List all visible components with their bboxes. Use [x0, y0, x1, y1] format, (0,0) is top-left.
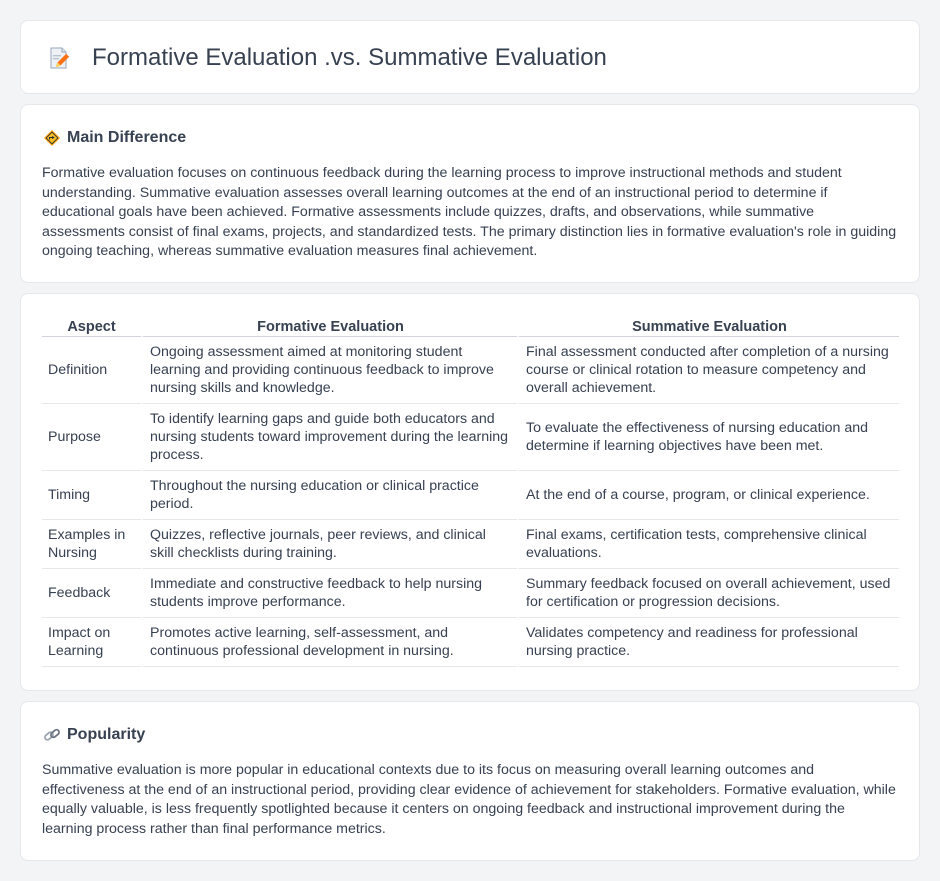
- main-difference-text: Formative evaluation focuses on continuous feedback during the learning process to improve instructional methods and student understanding. Summative evaluation assesses overall learning outcomes at the end of an instructional period to determine if educational goals have been achieved. Formative assessments include quizzes, drafts, and observations, while summative assessments consist of final exams, projects, and standardized tests. The primary distinction lies in formative evaluation's role in guiding ongoing teaching, whereas summative evaluation measures final achievement.: [42, 165, 897, 259]
- main-difference-section: [20, 104, 920, 283]
- formative-cell: Immediate and constructive feedback to help nursing students improve performance.: [141, 569, 517, 618]
- summative-cell: To evaluate the effectiveness of nursing education and determine if learning objectives have been met.: [517, 404, 899, 471]
- summative-cell: Final assessment conducted after completion of a nursing course or clinical rotation to measure competency and overall achievement.: [517, 337, 899, 404]
- formative-cell: Throughout the nursing education or clinical practice period.: [141, 471, 517, 520]
- title-card: [20, 20, 920, 94]
- aspect-cell: Examples in Nursing: [42, 520, 141, 569]
- formative-cell: Promotes active learning, self-assessment, and continuous professional development in nursing.: [141, 618, 517, 667]
- popularity-text: Summative evaluation is more popular in educational contexts due to its focus on measuring overall learning outcomes and effectiveness at the end of an instructional period, providing clear evidence of achievement for stakeholders. Formative evaluation, while equally valuable, is less frequently spotlighted because it centers on ongoing feedback and instructional improvement during the learning process rather than final performance metrics.: [42, 762, 896, 837]
- link-icon: [43, 726, 61, 744]
- comparison-table-card: [20, 293, 920, 691]
- header-summative: Summative Evaluation: [517, 315, 899, 337]
- diamond-sign-icon: [43, 129, 61, 147]
- table-row: [42, 618, 899, 667]
- summative-cell: Validates competency and readiness for professional nursing practice.: [517, 618, 899, 667]
- comparison-table: [42, 315, 899, 667]
- header-formative: Formative Evaluation: [141, 315, 517, 337]
- aspect-cell: Feedback: [42, 569, 141, 618]
- table-row: [42, 520, 899, 569]
- aspect-cell: Impact on Learning: [42, 618, 141, 667]
- table-row: [42, 471, 899, 520]
- table-header-row: [42, 315, 899, 337]
- document-pencil-icon: [47, 46, 71, 70]
- table-row: [42, 404, 899, 471]
- summative-cell: Summary feedback focused on overall achievement, used for certification or progression decisions.: [517, 569, 899, 618]
- main-difference-heading: Main Difference: [67, 129, 187, 146]
- aspect-cell: Purpose: [42, 404, 141, 471]
- table-row: [42, 337, 899, 404]
- formative-cell: Ongoing assessment aimed at monitoring student learning and providing continuous feedback to improve nursing skills and knowledge.: [141, 337, 517, 404]
- popularity-heading: Popularity: [67, 726, 146, 743]
- summative-cell: Final exams, certification tests, comprehensive clinical evaluations.: [517, 520, 899, 569]
- header-aspect: Aspect: [42, 315, 141, 337]
- formative-cell: Quizzes, reflective journals, peer reviews, and clinical skill checklists during training.: [141, 520, 517, 569]
- summative-cell: At the end of a course, program, or clinical experience.: [517, 471, 899, 520]
- aspect-cell: Timing: [42, 471, 141, 520]
- page-title: Formative Evaluation .vs. Summative Evaluation: [92, 44, 607, 71]
- aspect-cell: Definition: [42, 337, 141, 404]
- table-row: [42, 569, 899, 618]
- popularity-section: [20, 701, 920, 861]
- formative-cell: To identify learning gaps and guide both educators and nursing students toward improvement during the learning process.: [141, 404, 517, 471]
